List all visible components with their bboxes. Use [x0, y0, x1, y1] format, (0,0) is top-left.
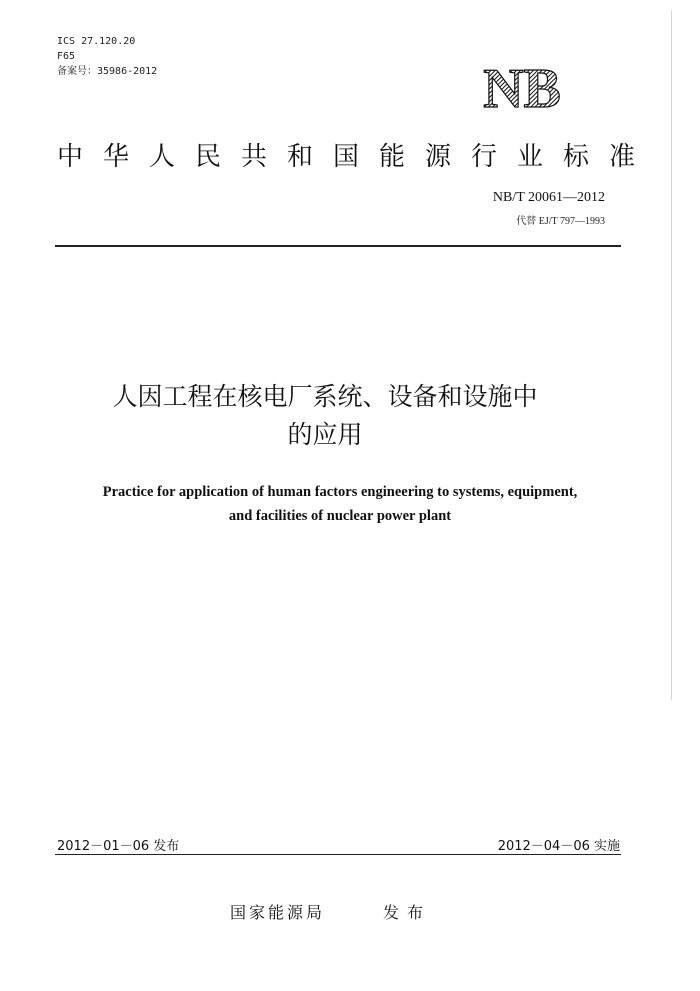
logo-text: NB — [483, 62, 561, 112]
nb-logo — [452, 62, 592, 112]
standard-code: NB/T 20061—2012 — [492, 190, 605, 205]
chinese-title-line1: 人因工程在核电厂系统、设备和设施中 — [112, 382, 538, 411]
record-number: 备案号：35986-2012 — [57, 66, 158, 77]
chinese-title-line2: 的应用 — [287, 420, 363, 449]
english-title — [30, 480, 650, 528]
issue-label: 发布 — [383, 903, 432, 922]
english-title-line1: Practice for application of human factors engineering to systems, equipment, — [102, 484, 578, 500]
standard-category: 中华人民共和国能源行业标准 — [57, 142, 656, 172]
english-title-line2: and facilities of nuclear power plant — [228, 508, 452, 524]
replaces-standard: 代替 EJ/T 797—1993 — [516, 216, 605, 227]
footer-divider — [55, 854, 621, 855]
header-divider — [55, 245, 621, 247]
issuing-authority: 国家能源局 — [230, 903, 326, 922]
scan-edge-line — [671, 10, 672, 700]
chinese-title — [0, 378, 650, 454]
metadata-block — [57, 34, 157, 79]
publish-date: 2012－01－06 发布 — [57, 839, 180, 854]
ics-code: ICS 27.120.20 — [57, 36, 136, 47]
classification-code: F65 — [57, 51, 76, 62]
effective-date: 2012－04－06 实施 — [497, 839, 620, 854]
